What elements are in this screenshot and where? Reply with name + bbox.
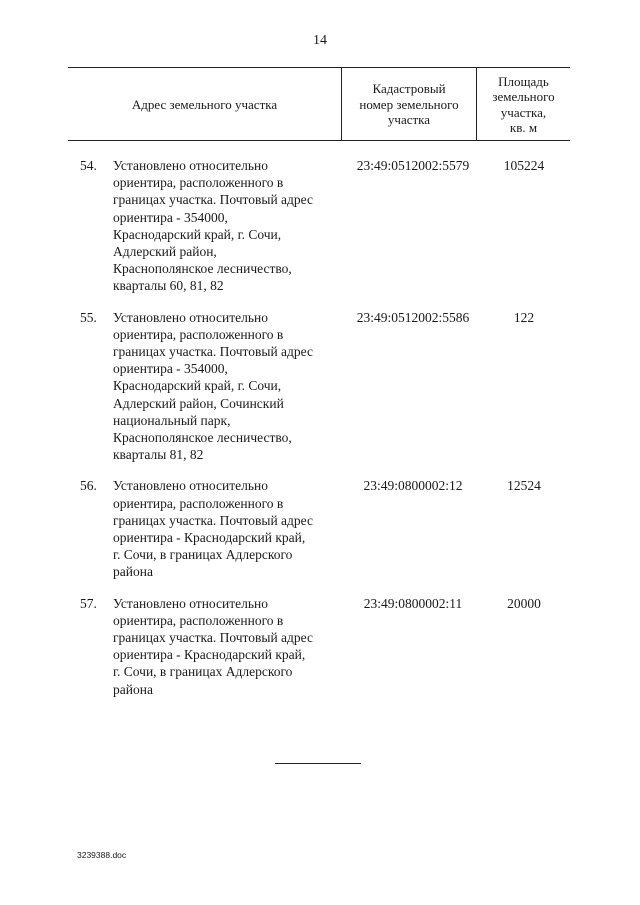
address-line: Установлено относительно [113, 595, 268, 611]
address-line: Краснополянское лесничество, [113, 430, 292, 446]
header-cadastral-line: номер земельного [359, 96, 459, 112]
row-address [113, 477, 343, 580]
address-line: Адлерский район, [113, 244, 217, 260]
address-line: Установлено относительно [113, 158, 268, 173]
header-area-line: участка, [500, 104, 547, 120]
address-line: ориентира - Краснодарский край, [113, 530, 306, 546]
land-plot-list [0, 157, 640, 712]
row-cadastral-number: 23:49:0512002:5586 [356, 309, 470, 325]
address-line: Установлено относительно [113, 309, 268, 325]
address-line: Краснополянское лесничество, [113, 261, 292, 277]
row-cadastral-number: 23:49:0800002:12 [363, 478, 463, 494]
table-row [0, 157, 640, 295]
address-line: границах участка. Почтовый адрес [113, 344, 313, 360]
address-line: г. Сочи, в границах Адлерского [113, 664, 293, 680]
header-address [68, 68, 341, 141]
row-area: 20000 [507, 595, 541, 611]
row-number: 54. [80, 158, 97, 173]
table-row [0, 477, 640, 580]
address-line: района [113, 564, 153, 580]
row-number: 56. [80, 478, 97, 494]
address-line: Установлено относительно [113, 478, 268, 494]
row-address [113, 157, 343, 295]
address-line: ориентира, расположенного в [113, 612, 284, 628]
address-line: кварталы 81, 82 [113, 447, 204, 463]
document-filename: 3239388.doc [77, 850, 127, 860]
end-of-table-rule [275, 763, 361, 764]
header-address-label: Адрес земельного участка [131, 96, 278, 112]
header-area-line: кв. м [509, 120, 538, 135]
address-line: границах участка. Почтовый адрес [113, 512, 313, 528]
address-line: границах участка. Почтовый адрес [113, 192, 313, 208]
row-cadastral-number: 23:49:0512002:5579 [356, 158, 470, 173]
row-area: 105224 [503, 158, 545, 173]
header-area-line: земельного [492, 89, 555, 104]
address-line: Краснодарский край, г. Сочи, [113, 226, 282, 242]
address-line: г. Сочи, в границах Адлерского [113, 547, 293, 563]
address-line: Адлерский район, Сочинский [113, 395, 284, 411]
row-number: 57. [80, 595, 97, 611]
header-area [477, 68, 570, 141]
address-line: ориентира, расположенного в [113, 495, 284, 511]
page-number: 14 [313, 33, 327, 48]
row-number: 55. [80, 309, 97, 325]
table-row [0, 595, 640, 698]
row-cadastral-number: 23:49:0800002:11 [363, 595, 463, 611]
header-area-line: Площадь [498, 73, 549, 89]
address-line: района [113, 681, 153, 697]
address-line: ориентира - 354000, [113, 361, 228, 377]
address-line: ориентира - 354000, [113, 209, 228, 225]
header-cadastral-line: Кадастровый [372, 81, 446, 97]
row-address [113, 309, 343, 464]
table-row [0, 309, 640, 464]
address-line: ориентира, расположенного в [113, 175, 284, 191]
row-address [113, 595, 343, 698]
header-cadastral [342, 68, 476, 141]
address-line: Краснодарский край, г. Сочи, [113, 378, 282, 394]
row-area: 12524 [507, 478, 541, 494]
header-cadastral-line: участка [387, 112, 431, 128]
address-line: кварталы 60, 81, 82 [113, 278, 224, 294]
address-line: национальный парк, [113, 412, 231, 428]
table-header [68, 67, 570, 141]
address-line: границах участка. Почтовый адрес [113, 630, 313, 646]
row-area: 122 [513, 309, 535, 325]
address-line: ориентира, расположенного в [113, 326, 284, 342]
address-line: ориентира - Краснодарский край, [113, 647, 306, 663]
